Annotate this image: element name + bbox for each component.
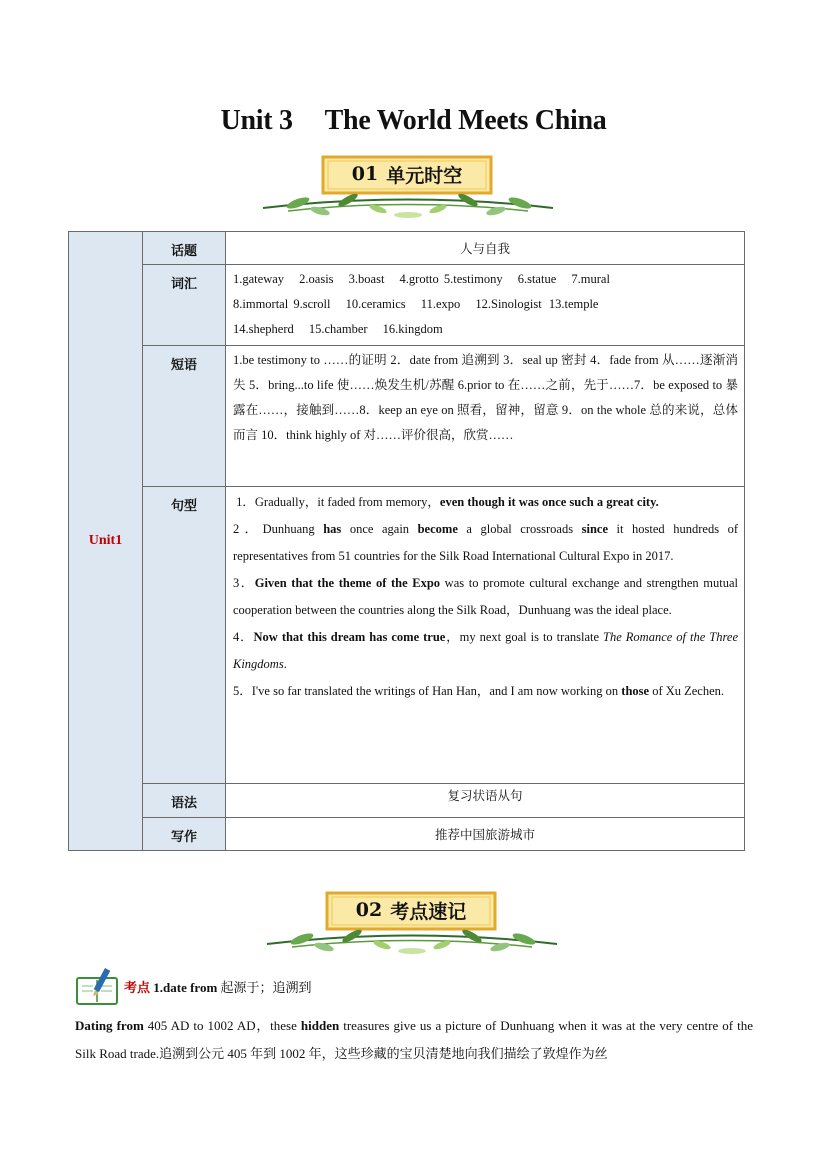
table-row-topic xyxy=(69,232,745,265)
banner-number: 01 xyxy=(351,163,379,185)
writing-head: 写作 xyxy=(143,818,226,851)
vocab-list xyxy=(226,265,745,346)
title-unit: Unit 3 xyxy=(220,105,293,136)
grammar-head: 语法 xyxy=(143,784,226,818)
banner-text: 考点速记 xyxy=(390,900,467,923)
vocab-item: 2.oasis xyxy=(299,272,334,286)
keypoint-label: 考点 xyxy=(124,981,151,996)
vocab-item: 7.mural xyxy=(571,272,610,286)
table-row-phrases xyxy=(69,346,745,487)
sentences-head: 句型 xyxy=(143,487,226,784)
vocab-item: 3.boast xyxy=(348,272,385,286)
sentence-2: 2．Dunhuang has once again become a global crossroads since it hosted hundreds of representatives from 51 countries for the Silk Road International Cultural Expo in 2017. xyxy=(233,522,739,563)
sentence-5: 5．I've so far translated the writings of Han Han，and I am now working on those of Xu Zechen. xyxy=(233,684,725,698)
vocab-item: 4.grotto xyxy=(399,272,439,286)
sentence-3: 3．Given that the theme of the Expo was to promote cultural exchange and strengthen mutual cooperation between the countries along the Silk Road，Dunhuang was the ideal place. xyxy=(233,576,738,617)
banner-label xyxy=(322,891,500,929)
grammar-value: 复习状语从句 xyxy=(226,784,745,818)
table-row-sentences xyxy=(69,487,745,784)
vocab-item: 10.ceramics xyxy=(345,297,406,311)
table-row-grammar xyxy=(69,784,745,818)
writing-value: 推荐中国旅游城市 xyxy=(226,818,745,851)
banner-number: 02 xyxy=(355,899,383,921)
vocab-item: 14.shepherd xyxy=(233,322,294,336)
banner-text: 单元时空 xyxy=(386,164,463,187)
phrases-text: 1.be testimony to ……的证明 2．date from 追溯到 3．seal up 密封 4．fade from 从……逐渐消失 5．bring...to life 使……焕发生机/苏醒 6.prior to 在……之前，先于……7．be exposed to 暴露在……，接触到……8．keep an eye on 照看，留神，留意 9．on the whole 总的来说，总体而言 10．think highly of 对……评价很高，欣赏…… xyxy=(226,346,745,487)
sentences-list xyxy=(226,487,745,784)
phrases-head: 短语 xyxy=(143,346,226,487)
vocab-item: 12.Sinologist xyxy=(475,297,542,311)
keypoint-text xyxy=(124,977,312,996)
sentence-1: 1．Gradually，it faded from memory，even though it was once such a great city. xyxy=(236,495,659,509)
vocab-item: 11.expo xyxy=(420,297,461,311)
unit-table xyxy=(68,231,745,851)
example-sentence: Dating from 405 AD to 1002 AD，these hidden treasures give us a picture of Dunhuang when it was at the very centre of the Silk Road trade.追溯到公元 405 年到 1002 年，这些珍藏的宝贝清楚地向我们描绘了敦煌作为丝 xyxy=(75,1018,753,1061)
keypoint-meaning: 起源于；追溯到 xyxy=(220,980,312,995)
vocab-item: 8.immortal xyxy=(233,297,289,311)
vocab-item: 15.chamber xyxy=(308,322,368,336)
unit-label: Unit1 xyxy=(69,232,143,851)
table-row-writing xyxy=(69,818,745,851)
section-banner-02 xyxy=(262,889,562,964)
section-banner-01 xyxy=(258,153,558,228)
keypoint-heading xyxy=(75,968,755,1008)
topic-value: 人与自我 xyxy=(226,232,745,265)
vocab-item: 13.temple xyxy=(548,297,599,311)
sentence-4: 4．Now that this dream has come true，my next goal is to translate The Romance of the Three Kingdoms. xyxy=(233,630,738,671)
vocab-item: 9.scroll xyxy=(293,297,331,311)
vocab-item: 16.kingdom xyxy=(382,322,443,336)
vocab-item: 5.testimony xyxy=(443,272,503,286)
page-title xyxy=(0,105,827,137)
vocab-head: 词汇 xyxy=(143,265,226,346)
vocab-item: 1.gateway xyxy=(233,272,285,286)
banner-label xyxy=(318,155,496,193)
table-row-vocab xyxy=(69,265,745,346)
book-pencil-icon xyxy=(75,968,121,1006)
title-name: The World Meets China xyxy=(324,105,607,136)
vocab-item: 6.statue xyxy=(517,272,557,286)
keypoint-phrase: 1.date from xyxy=(153,980,218,995)
topic-head: 话题 xyxy=(143,232,226,265)
